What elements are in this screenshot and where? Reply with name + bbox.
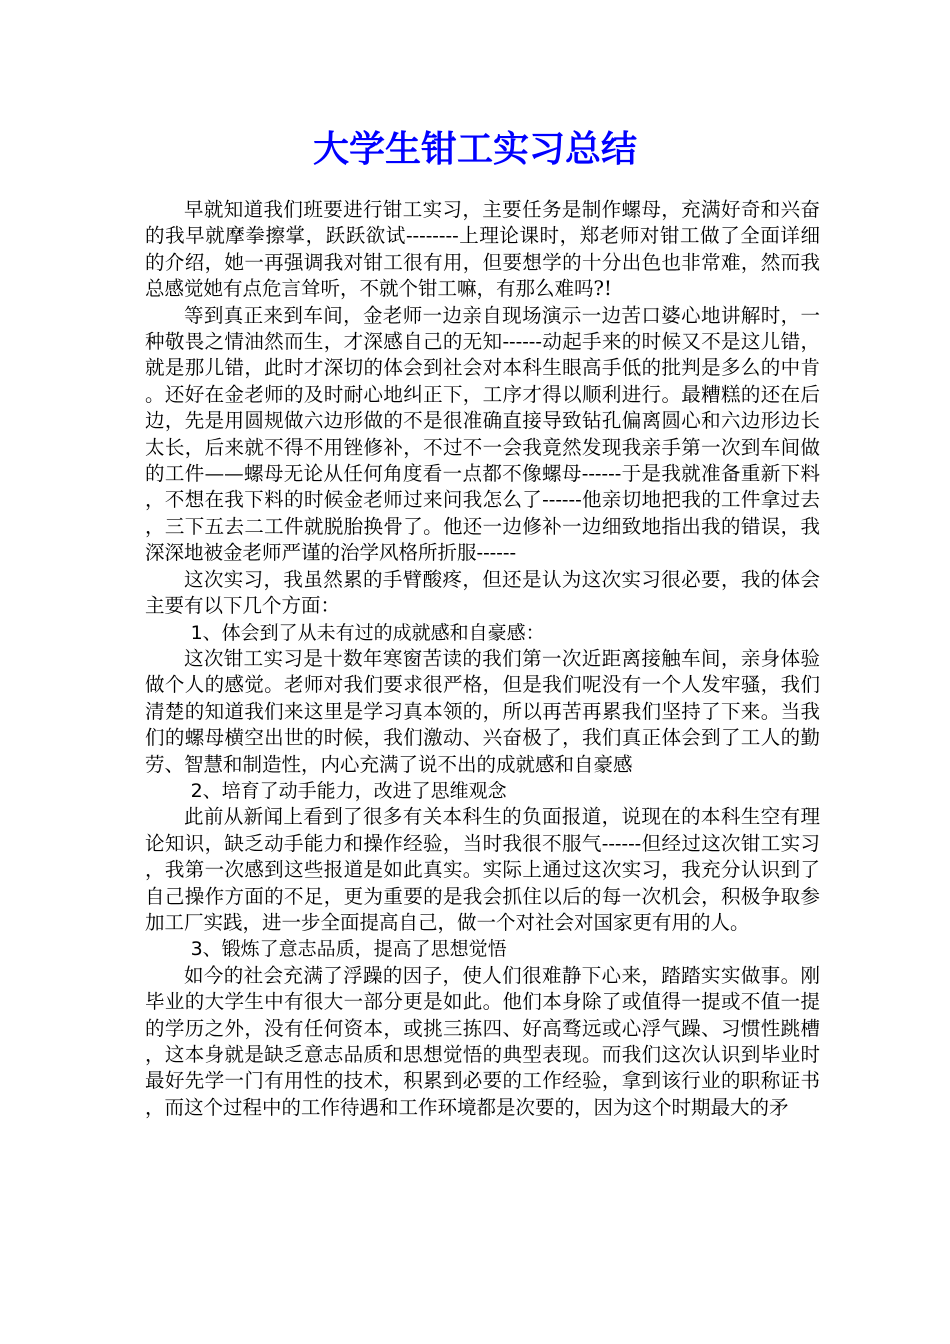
paragraph-point-2: 此前从新闻上看到了很多有关本科生的负面报道，说现在的本科生空有理论知识，缺乏动手能力和操作经验，当时我很不服气------但经过这次钳工实习，我第一次感到这些报道是如此真实。实际上通过这次实习，我充分认识到了自己操作方面的不足，更为重要的是我会抓住以后的每一次机会，积极争取参加工厂实践，进一步全面提高自己，做一个对社会对国家更有用的人。 (145, 805, 820, 934)
paragraph-intro: 早就知道我们班要进行钳工实习，主要任务是制作螺母，充满好奇和兴奋的我早就摩拳擦掌，跃跃欲试--------上理论课时，郑老师对钳工做了全面详细的介绍，她一再强调我对钳工很有用，但要想学的十分出色也非常难，然而我总感觉她有点危言耸听，不就个钳工嘛，有那么难吗?! (145, 198, 820, 301)
document-body (145, 197, 820, 1121)
heading-point-2: 2、培育了动手能力，改进了思维观念 (190, 779, 507, 802)
paragraph-summary: 这次实习，我虽然累的手臂酸疼，但还是认为这次实习很必要，我的体会主要有以下几个方面： (145, 567, 820, 618)
heading-point-1: 1、体会到了从未有过的成就感和自豪感： (190, 621, 545, 644)
heading-point-3: 3、锻炼了意志品质，提高了思想觉悟 (190, 938, 507, 961)
document-title: 大学生钳工实习总结 (312, 129, 637, 170)
paragraph-point-3: 如今的社会充满了浮躁的因子，使人们很难静下心来，踏踏实实做事。刚毕业的大学生中有很大一部分更是如此。他们本身除了或值得一提或不值一提的学历之外，没有任何资本，或挑三拣四、好高骛远或心浮气躁、习惯性跳槽，这本身就是缺乏意志品质和思想觉悟的典型表现。而我们这次认识到毕业时最好先学一门有用性的技术，积累到必要的工作经验，拿到该行业的职称证书，而这个过程中的工作待遇和工作环境都是次要的，因为这个时期最大的矛 (145, 963, 820, 1119)
paragraph-point-1: 这次钳工实习是十数年寒窗苦读的我们第一次近距离接触车间，亲身体验做个人的感觉。老师对我们要求很严格，但是我们呢没有一个人发牢骚，我们清楚的知道我们来这里是学习真本领的，所以再苦再累我们坚持了下来。当我们的螺母横空出世的时候，我们激动、兴奋极了，我们真正体会到了工人的勤劳、智慧和制造性，内心充满了说不出的成就感和自豪感 (145, 646, 820, 776)
paragraph-workshop: 等到真正来到车间，金老师一边亲自现场演示一边苦口婆心地讲解时，一种敬畏之情油然而生，才深感自己的无知------动起手来的时候又不是这儿错，就是那儿错，此时才深切的体会到社会对本科生眼高手低的批判是多么的中肯。还好在金老师的及时耐心地纠正下，工序才得以顺利进行。最糟糕的还在后边，先是用圆规做六边形做的不是很准确直接导致钻孔偏离圆心和六边形边长太长，后来就不得不用锉修补，不过不一会我竟然发现我亲手第一次到车间做的工件——螺母无论从任何角度看一点都不像螺母------于是我就准备重新下料，不想在我下料的时候金老师过来问我怎么了------他亲切地把我的工件拿过去，三下五去二工件就脱胎换骨了。他还一边修补一边细致地指出我的错误，我深深地被金老师严谨的治学风格所折服------ (145, 303, 820, 565)
